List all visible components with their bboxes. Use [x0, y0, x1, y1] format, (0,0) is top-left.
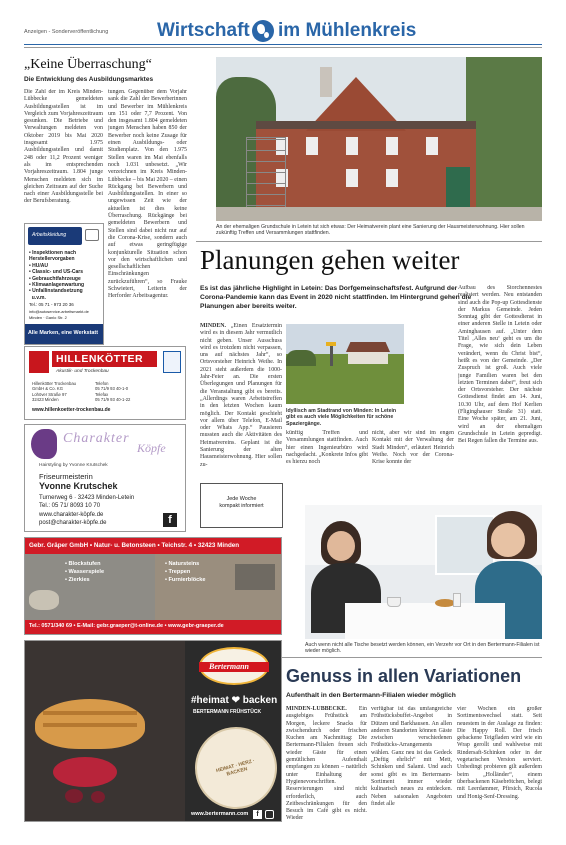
charakter-address: Turnerweg 6 · 32423 Minden-Letein	[39, 495, 135, 501]
ad-logo	[28, 227, 82, 245]
ad-address: Minden · Ganlo Str. 2	[29, 315, 67, 320]
jam-image	[53, 757, 117, 787]
ad-phone[interactable]: Tel.: 05 71 - 973 20 36	[29, 302, 74, 307]
article3-col1	[286, 706, 367, 834]
bertermann-subline: BERTERMANN FRÜHSTÜCK	[193, 709, 262, 715]
article2-col1	[200, 323, 282, 473]
bertermann-logo	[199, 647, 269, 685]
ad-email[interactable]: info@autoservice-arbeitsmarkt.de	[29, 309, 89, 314]
instagram-icon[interactable]	[265, 810, 274, 819]
charakter-logo-script: Charakter	[63, 431, 130, 446]
ad-footer-bar: Alle Marken, eine Werkstatt	[25, 324, 103, 344]
hillenkotter-phone: Telefon 05 71/9 93 40-1-0 Telefax 05 71/9 93 40-1-22	[95, 381, 131, 403]
list-item: • Wasserspiele	[65, 569, 105, 575]
article3-subhead: Aufenthalt in den Bertermann-Filialen wieder möglich	[286, 692, 456, 699]
hillenkotter-address: Hillenkötter Trockenbau GmbH & Co. KG Lohöver Straße 97 32423 Minden	[32, 381, 76, 403]
charakter-web[interactable]: www.charakter-köpfe.de	[39, 512, 104, 518]
article2-lead: Es ist das jährliche Highlight in Letein: Das Dorfgemeinschaftsfest. Aufgrund der Corona-Pandemie kann das Event in 2020 nicht stattfinden. Im Hintergrund gehen die Planungen aber bereits weiter.	[200, 285, 472, 310]
hillenkotter-tagline: Akustik- und Trockenbau	[56, 369, 109, 374]
list-item: • Unfallinstandsetzung	[29, 288, 83, 295]
list-item: • Klimaanlagenwartung	[29, 282, 85, 289]
house-ad-line2: kompakt informiert	[219, 503, 264, 509]
hillenkotter-logo-icon	[29, 351, 49, 373]
list-item: • Gebrauchtfahrzeuge	[29, 275, 81, 282]
article3-headline: Genuss in allen Variationen	[286, 666, 522, 686]
article2-col4: Aufbau des Storchennestes realisiert werden. Neu entstanden sind auch die Pop-up Gottesdienste der Markus Gemeinde. Jeden Sonntag gibt der Gottesdienst in einer anderen Stelle in Letein oder Aminghausen auf. „Unter dem Titel ‚Alles neu‘ geht es um die Frage, wie sich dein Leben verändert, wenn du Christ bist“, heißt es von der Gemeinde. „Der Zuspruch ist groß. Auch viele junge Familien waren bei den letzten Terminen dabei“, freut sich der Ortsvorsteher. Der nächste Gottesdienst findet am 14. Juni, 10.30 Uhr, auf dem Hof Kerlien (Fliginghauser Straße 31) statt. Eine Woche später, am 21. Juni, wird an der ehemaligen Grundschule in Letein gepredigt. Bei Regen fallen die Termine aus.	[458, 285, 542, 445]
bertermann-web[interactable]: www.bertermann.com	[191, 811, 249, 817]
facebook-icon[interactable]: f	[253, 810, 262, 819]
charakter-title: Friseurmeisterin	[39, 472, 93, 481]
header-rule-accent	[24, 47, 542, 48]
charakter-email[interactable]: post@charakter-köpfe.de	[39, 520, 107, 526]
graeper-header-bar: Gebr. Gräper GmbH • Natur- u. Betonsteen • Teichstr. 4 • 32423 Minden	[25, 538, 281, 554]
list-item: • Zierkies	[65, 577, 90, 583]
header-title-part1: Wirtschaft	[157, 20, 250, 41]
list-item: • Inspektionen nach Herstellervorgaben	[29, 250, 77, 263]
list-item: u.v.m.	[31, 294, 46, 301]
silhouette-icon	[31, 429, 57, 459]
bertermann-logo-text: Bertermann	[209, 662, 250, 671]
article2-col3: nicht, aber wir sind im engen Kontakt mit der Verwaltung der Stadt Minden“, erläutert Heinrich Weihe. Noch vor der Corona-Krise konnte der	[372, 430, 454, 466]
hillenkotter-web[interactable]: www.hillenkoetter-trockenbau.de	[32, 407, 111, 413]
photo-village-caption: Idyllisch am Stadtrand von Minden: In Letein gibt es auch viele Möglichkeiten für schöne Spaziergänge.	[286, 408, 397, 427]
photo-cafe	[305, 505, 542, 639]
bertermann-hashtag: #heimat ❤ backen	[191, 695, 278, 706]
ad-graeper[interactable]	[24, 537, 282, 635]
dateline: MINDEN.	[200, 323, 227, 329]
list-item: • Treppen	[165, 569, 191, 575]
article3-col3: vier Wochen ein großer Sortimentswechsel statt. Seit neuestem in der Auslage zu finden: Die Happy Roll. Der frisch gebackene Teigfladen wird wie ein Wrap gerollt und wahlweise mit Rindersaft-Schinken oder in der vegetarischen Version serviert. Unbedingt probieren gilt außerdem beim „Holländer“, einem überbackenen Käsebrötchen, belegt mit Leerdammer, Pfirsich, Rucola und Honig-Senf-Dressing.	[457, 706, 542, 800]
ad-bertermann[interactable]	[24, 640, 282, 822]
article3-col2: verfügbar ist das umfangreiche Frühstücksbuffet-Angebot in Dützen und Barkhausen. An allen anderen Standorten können Gäste zwischen verschiedenen Frühstücks-Arrangements wählen. Ganz neu ist das Gedeck „Deftig ehrlich“ mit Mett, Schinken und Salami. Und auch sonst gibt es im Bertermann-Sortiment immer wieder kulinarisch neues zu entdecken. Neben saisonalen Angeboten findet alle	[371, 706, 452, 807]
graeper-list-right	[165, 560, 206, 584]
article2-col2: künftig Treffen und Versammlungen stattfinden. Auch hier einen Ingenieurbüro wird nachgedacht. „Konkrete Infos gibt es hierzu noch	[286, 430, 368, 466]
header-left-label: Anzeigen - Sonderveröffentlichung	[24, 29, 109, 35]
house-ad-line1: Jede Woche	[226, 496, 257, 502]
photo-school	[216, 57, 542, 221]
ad-services-list	[29, 250, 103, 301]
header-title-part2: im Mühlenkreis	[278, 20, 417, 41]
house-ad[interactable]	[200, 483, 283, 528]
ral-badge-icon	[163, 351, 181, 373]
article3-col1-text: Ein ausgiebiges Frühstück am Morgen, leckere Snacks für zwischendurch oder frischen Kuchen am Nachmittag: Die Bertermann-Filialen freuen sich wieder Gäste für einen gemütlichen Aufenthalt empfangen zu können – natürlich unter Einhaltung der Hygienevorschriften. Reservierungen sind nicht erforderlich, auch Zeitbeschränkungen für den Besuch im Café gibt es nicht. Wieder	[286, 706, 367, 822]
graeper-list-left	[65, 560, 104, 584]
ad-arbeitskleidung[interactable]	[24, 223, 104, 345]
photo-village	[286, 324, 404, 404]
ad-hillenkotter[interactable]	[24, 346, 186, 420]
article1-headline: „Keine Überraschung“	[24, 57, 152, 72]
section-rule	[196, 241, 542, 242]
header-rule	[24, 44, 542, 45]
article2-col1-text: „Einen Ersatztermin wird es in diesem Jahr vermutlich nicht geben. Unser Ausschuss wird es trotzdem nicht verpassen, uns auf nächstes Jahr“, so Ortsvorsteher Heinrich Weihe. In 2021 steht außerdem die 1000-Jahr-Feier an. Die ersten Überlegungen und Planungen für die Veranstaltung gibt es bereits. „Allerdings waren Arbeitstreffen in den letzten Wochen kaum möglich. Der Kontakt geschieht vor allem über Telefon, E-Mail oder Whats App.“ Pausieren mussten auch die Aktivitäten des Heimatvereins. Geplant ist die Sanierung der alten Hausmeisterwohnung. Hier sollen zu-	[200, 323, 282, 468]
dateline: MINDEN-LÜBBECKE.	[286, 706, 347, 712]
charakter-owner-line: Hairstyling by Yvonne Krutschek	[39, 463, 108, 468]
article1-col1: Die Zahl der im Kreis Minden-Lübbecke gemeldeten Ausbildungsstellen ist im Vergleich zum Vorjahreszeitraum gesunken. Die Betriebe und Verwaltungen meldeten von Oktober 2019 bis Mai 2020 insgesamt 1.975 Ausbildungsstellen und damit 248 oder 11,2 Prozent weniger als im entsprechenden Vorjahreszeitraum. 1.804 junge Menschen meldeten sich im gleichen Zeitraum auf der Suche nach einer Ausbildungsstelle bei der Berufsberatung.	[24, 89, 103, 205]
stamp-text: HEIMAT · HERZ · BACKEN	[215, 758, 256, 778]
article1-subhead: Die Entwicklung des Ausbildungsmarktes	[24, 76, 154, 83]
list-item: • Furnierblöcke	[165, 577, 206, 583]
charakter-logo-script-2: Köpfe	[137, 441, 166, 455]
article2-headline: Planungen gehen weiter	[200, 245, 460, 275]
ad-charakter-kopfe[interactable]	[24, 424, 186, 532]
list-item: • Blockstufen	[65, 561, 101, 567]
article1-col2: tungen. Gegenüber dem Vorjahr sank die Zahl der Bewerberinnen und Bewerber im Mühlenkreis um 151 oder 7,7 Prozent. Von den insgesamt 1.804 gemeldeten jungen Menschen haben 850 der Bewerber noch keine Zusage für einen Ausbildungs- oder Studienplatz. Von den 1.975 Stellen waren im Mai ebenfalls noch 1.031 unbesetzt. „Wir verzeichnen im Kreis Minden-Lübbecke – bis Mai 2020 – einen Rückgang bei Bewerbern und Ausbildungsstellen. In einer so ungewissen Zeit wie der aktuellen ist dies keine Überraschung. Rückgänge bei gemeldeten Bewerbern und Stellen sind dabei nicht nur auf die Corona-Krise, sondern auch auf etwas geringfügige konjunkturelle Situation schon vor den wirtschaftlichen und gesellschaftlichen Einschränkungen zurückzuführen“, so Frauke Schwietert, Leiterin der Herforder Arbeitsagentur.	[108, 89, 187, 300]
globe-icon	[252, 20, 274, 42]
ad-logo-text: Arbeitskleidung	[32, 232, 67, 238]
charakter-phone[interactable]: Tel.: 05 71/ 8093 10 70	[39, 503, 101, 509]
facebook-icon[interactable]: f	[163, 513, 177, 527]
list-item: • HU/AU	[29, 262, 48, 269]
photo-cafe-caption: Auch wenn nicht alle Tische besetzt werden können, ein Verzehr vor Ort in den Bertermann-Filialen ist wieder möglich.	[305, 642, 540, 655]
charakter-name: Yvonne Krutschek	[39, 481, 118, 491]
hillenkotter-name: HILLENKÖTTER	[52, 351, 157, 367]
list-item: • Natursteins	[165, 561, 200, 567]
graeper-footer-bar[interactable]: Tel.: 0571/340 69 • E-Mail: gebr.graeper@t-online.de • www.gebr-graeper.de	[25, 620, 281, 634]
list-item: • Classic- und US-Cars	[29, 269, 83, 276]
ad-badge-icon	[85, 229, 99, 241]
photo-school-caption: An der ehemaligen Grundschule in Letein tut sich etwas: Der Heimatverein plant eine Sanierung der Hausmeisterwohnung. Hier sollen zukünftig Treffen und Versammlungen stattfinden.	[216, 224, 525, 237]
